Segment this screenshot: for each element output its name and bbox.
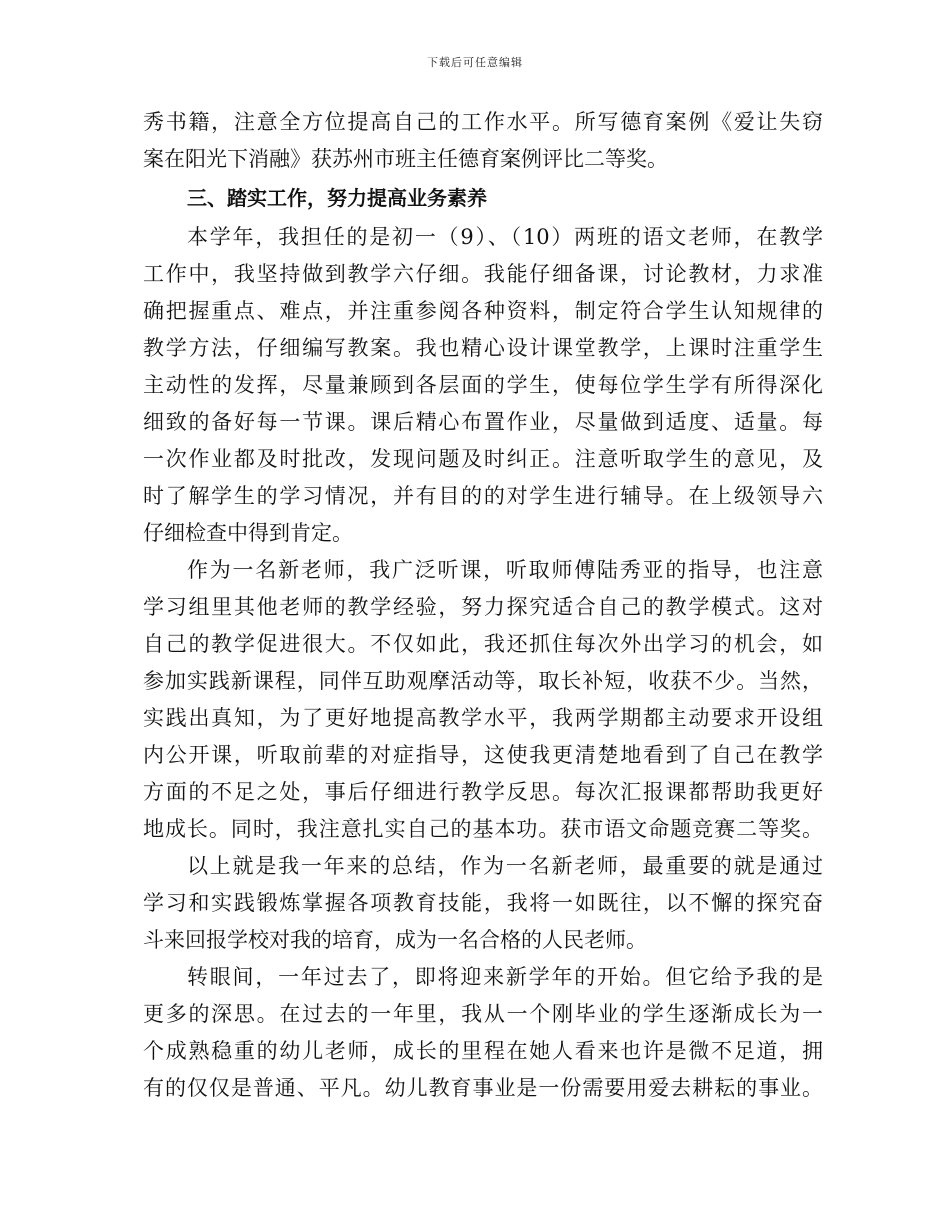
text-line: 本学年，我担任的是初一（9）、（10）两班的语文老师，在教学 (187, 225, 823, 249)
text-line: 个成熟稳重的幼儿老师，成长的里程在她人看来也许是微不足道，拥 (143, 1039, 823, 1063)
text-line: 确把握重点、难点，并注重参阅各种资料，制定符合学生认知规律的 (143, 299, 823, 323)
text-line: 地成长。同时，我注意扎实自己的基本功。获市语文命题竞赛二等奖。 (143, 817, 823, 841)
text-line: 有的仅仅是普通、平凡。幼儿教育事业是一份需要用爱去耕耘的事业。 (143, 1076, 823, 1100)
paragraph-2 (143, 219, 823, 552)
text-line: 实践出真知，为了更好地提高教学水平，我两学期都主动要求开设组 (143, 706, 823, 730)
section-heading: 三、踏实工作，努力提高业务素养 (187, 186, 487, 210)
text-line: 学习和实践锻炼掌握各项教育技能，我将一如既往，以不懈的探究奋 (143, 891, 823, 915)
text-line: 工作中，我坚持做到教学六仔细。我能仔细备课，讨论教材，力求准 (143, 262, 823, 286)
text-line: 时了解学生的学习情况，并有目的的对学生进行辅导。在上级领导六 (143, 484, 823, 508)
paragraph-4 (143, 848, 823, 959)
paragraph-1 (143, 104, 823, 178)
text-line: 细致的备好每一节课。课后精心布置作业，尽量做到适度、适量。每 (143, 410, 823, 434)
text-line: 自己的教学促进很大。不仅如此，我还抓住每次外出学习的机会，如 (143, 632, 823, 656)
text-line: 方面的不足之处，事后仔细进行教学反思。每次汇报课都帮助我更好 (143, 780, 823, 804)
page-header: 下载后可任意编辑 (427, 56, 523, 69)
text-line: 参加实践新课程，同伴互助观摩活动等，取长补短，收获不少。当然， (143, 669, 823, 693)
text-line: 斗来回报学校对我的培育，成为一名合格的人民老师。 (143, 928, 647, 952)
text-line: 学习组里其他老师的教学经验，努力探究适合自己的教学模式。这对 (143, 595, 823, 619)
text-line: 仔细检查中得到肯定。 (143, 521, 353, 545)
text-line: 内公开课，听取前辈的对症指导，这使我更清楚地看到了自己在教学 (143, 743, 823, 767)
paragraph-3 (143, 552, 823, 848)
text-line: 转眼间，一年过去了，即将迎来新学年的开始。但它给予我的是 (187, 965, 823, 989)
document-body (143, 104, 823, 1107)
paragraph-5 (143, 959, 823, 1107)
text-line: 以上就是我一年来的总结，作为一名新老师，最重要的就是通过 (187, 854, 823, 878)
text-line: 案在阳光下消融》获苏州市班主任德育案例评比二等奖。 (143, 147, 668, 171)
text-line: 秀书籍，注意全方位提高自己的工作水平。所写德育案例《爱让失窃 (143, 110, 823, 134)
text-line: 一次作业都及时批改，发现问题及时纠正。注意听取学生的意见，及 (143, 447, 823, 471)
text-line: 教学方法，仔细编写教案。我也精心设计课堂教学，上课时注重学生 (143, 336, 823, 360)
text-line: 主动性的发挥，尽量兼顾到各层面的学生，使每位学生学有所得深化 (143, 373, 823, 397)
text-line: 更多的深思。在过去的一年里，我从一个刚毕业的学生逐渐成长为一 (143, 1002, 823, 1026)
text-line: 作为一名新老师，我广泛听课，听取师傅陆秀亚的指导，也注意 (187, 558, 823, 582)
